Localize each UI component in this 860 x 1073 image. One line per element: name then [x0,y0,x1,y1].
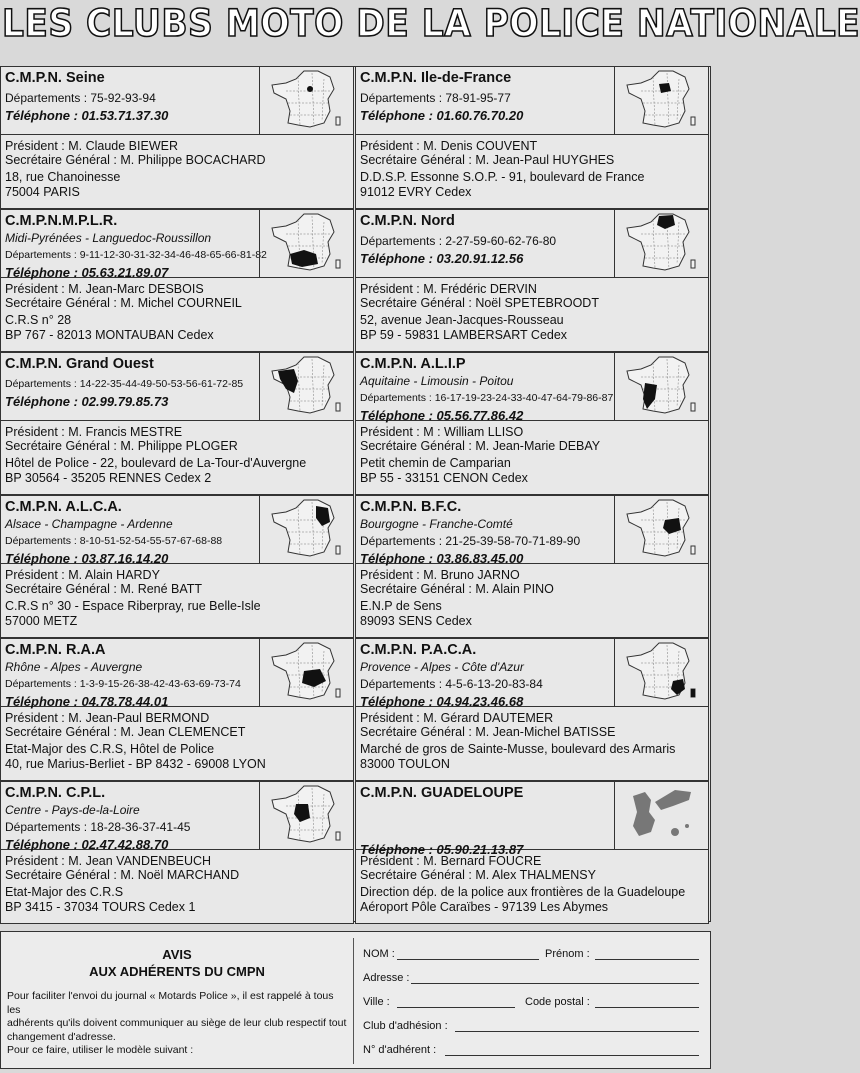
club-card [0,352,354,495]
club-secretary: Secrétaire Général : M. René BATT [5,582,203,597]
france-map-icon [260,782,354,849]
numero-label: N° d'adhérent : [363,1044,437,1056]
club-secretary: Secrétaire Général : M. Jean-Marie DEBAY [360,439,601,454]
france-map-icon [260,639,354,706]
france-map-icon [260,496,354,563]
nom-label: NOM : [363,948,395,960]
notice-title: AVIS [162,947,192,962]
prenom-label: Prénom : [545,948,590,960]
club-card [0,638,354,781]
france-map-icon [260,67,354,134]
region-map [259,353,353,420]
club-departments: Départements : 8-10-51-52-54-55-57-67-68-88 [5,535,223,547]
club-name: C.M.P.N. P.A.C.A. [360,642,477,658]
club-card [355,781,709,924]
club-departments: Départements : 75-92-93-94 [5,91,156,105]
club-contacts [5,711,349,771]
club-info [360,212,616,267]
region-map [614,639,708,706]
club-president: Président : M. Jean-Marc DESBOIS [5,282,204,296]
club-region: Midi-Pyrénées - Languedoc-Roussillon [5,231,212,245]
club-header [356,639,708,707]
form-row-club [363,1014,703,1038]
notice-line: Pour ce faire, utiliser le modèle suivant : [7,1044,194,1057]
notice-line: Pour faciliter l'envoi du journal « Motards Police », il est rappelé à tous les [7,990,334,1016]
club-card [0,495,354,638]
clubs-grid [0,66,711,922]
club-header [356,353,708,421]
numero-field[interactable] [445,1055,699,1056]
france-map-icon [260,353,354,420]
club-address-line1: Marché de gros de Sainte-Musse, boulevard des Armaris [360,742,676,757]
club-president: Président : M. Frédéric DERVIN [360,282,537,296]
prenom-field[interactable] [595,959,699,960]
guadeloupe-map-icon [615,782,709,849]
club-info [5,784,261,853]
club-name: C.M.P.N. R.A.A [5,642,106,658]
club-info [360,641,616,710]
club-departments: Départements : 78-91-95-77 [360,91,511,105]
club-address-line1: C.R.S n° 28 [5,313,72,328]
page-title: LES CLUBS MOTO DE LA POLICE NATIONALE [2,2,860,45]
club-phone: Téléphone : 02.99.79.85.73 [5,394,169,409]
club-contacts [5,425,349,485]
club-name: C.M.P.N. B.F.C. [360,499,462,515]
club-address-line1: Direction dép. de la police aux frontières de la Guadeloupe [360,885,686,900]
club-contacts [360,282,704,342]
club-contacts [360,425,704,485]
club-secretary: Secrétaire Général : M. Jean-Michel BATISSE [360,725,616,740]
region-map [614,782,708,849]
notice-divider [353,938,354,1064]
club-info [360,69,616,124]
club-president: Président : M. Denis COUVENT [360,139,538,153]
region-map [614,210,708,277]
club-departments: Départements : 2-27-59-60-62-76-80 [360,234,557,248]
club-name: C.M.P.N.M.P.L.R. [5,213,118,229]
club-address-line2: 83000 TOULON [360,756,450,771]
club-address-line2: BP 30564 - 35205 RENNES Cedex 2 [5,470,212,485]
club-phone: Téléphone : 01.53.71.37.30 [5,108,169,123]
club-departments: Départements : 21-25-39-58-70-71-89-90 [360,534,581,548]
region-map [614,67,708,134]
club-name: C.M.P.N. C.P.L. [5,785,106,801]
club-departments: Départements : 16-17-19-23-24-33-40-47-64-79-86-87 [360,392,614,404]
club-departments: Départements : 18-28-36-37-41-45 [5,820,191,834]
club-phone: Téléphone : 04.94.23.46.68 [360,694,524,709]
club-address-line1: Etat-Major des C.R.S [5,885,124,900]
club-name: C.M.P.N. Seine [5,70,105,86]
club-info [5,69,261,124]
address-change-form [363,942,703,1062]
club-card [355,352,709,495]
adresse-label: Adresse : [363,972,410,984]
club-address-line2: Aéroport Pôle Caraïbes - 97139 Les Abymes [360,899,609,914]
club-phone: Téléphone : 04.78.78.44.01 [5,694,169,709]
notice-text-block [7,946,347,1058]
club-secretary: Secrétaire Général : M. Alex THALMENSY [360,868,596,883]
club-card [355,209,709,352]
club-info [5,498,261,567]
form-row-ville [363,990,703,1014]
club-address-line1: Hôtel de Police - 22, boulevard de La-Tour-d'Auvergne [5,456,307,471]
club-departments: Départements : 9-11-12-30-31-32-34-46-48-65-66-81-82 [5,249,267,261]
club-president: Président : M. Jean-Paul BERMOND [5,711,210,725]
france-map-icon [260,210,354,277]
region-map [614,353,708,420]
france-map-icon [615,210,709,277]
ville-field[interactable] [397,1007,515,1008]
club-contacts [360,854,704,914]
club-contacts [360,711,704,771]
club-address-line2: BP 3415 - 37034 TOURS Cedex 1 [5,899,196,914]
region-map [259,782,353,849]
club-address-line1: 52, avenue Jean-Jacques-Rousseau [360,313,564,328]
club-name: C.M.P.N. Nord [360,213,455,229]
club-address-line2: BP 767 - 82013 MONTAUBAN Cedex [5,327,214,342]
club-card [355,495,709,638]
france-map-icon [615,353,709,420]
club-address-line2: 40, rue Marius-Berliet - BP 8432 - 69008 LYON [5,756,266,771]
club-phone: Téléphone : 02.47.42.88.70 [5,837,169,852]
club-secretary: Secrétaire Général : M. Alain PINO [360,582,554,597]
region-map [259,67,353,134]
club-region: Bourgogne - Franche-Comté [360,517,513,531]
club-card [355,638,709,781]
club-address-line2: 75004 PARIS [5,184,80,199]
club-info [360,498,616,567]
club-info [360,355,616,424]
club-secretary: Secrétaire Général : M. Jean-Paul HUYGHES [360,153,615,168]
club-region: Provence - Alpes - Côte d'Azur [360,660,524,674]
france-map-icon [615,639,709,706]
club-header [1,353,353,421]
adresse-field[interactable] [411,983,699,984]
club-info [5,355,261,410]
club-header [1,496,353,564]
club-contacts [360,139,704,199]
club-header [1,639,353,707]
club-president: Président : M. Claude BIEWER [5,139,178,153]
club-address-line2: 57000 METZ [5,613,78,628]
club-address-line1: Petit chemin de Camparian [360,456,511,471]
region-map [259,210,353,277]
club-header [356,67,708,135]
club-card [0,209,354,352]
club-address-line1: Etat-Major des C.R.S, Hôtel de Police [5,742,215,757]
club-address-line2: 89093 SENS Cedex [360,613,472,628]
club-departments: Départements : 14-22-35-44-49-50-53-56-61-72-85 [5,378,244,390]
club-president: Président : M. Bruno JARNO [360,568,520,582]
club-info [360,784,616,858]
nom-field[interactable] [397,959,539,960]
club-contacts [5,139,349,199]
club-label: Club d'adhésion : [363,1020,448,1032]
region-map [614,496,708,563]
club-name: C.M.P.N. GUADELOUPE [360,785,524,801]
club-secretary: Secrétaire Général : M. Jean CLEMENCET [5,725,246,740]
club-secretary: Secrétaire Général : Noël SPETEBROODT [360,296,599,311]
region-map [259,496,353,563]
club-header [356,496,708,564]
ville-label: Ville : [363,996,390,1008]
club-phone: Téléphone : 03.86.83.45.00 [360,551,524,566]
club-name: C.M.P.N. Ile-de-France [360,70,512,86]
code-postal-label: Code postal : [525,996,590,1008]
club-address-line1: D.D.S.P. Essonne S.O.P. - 91, boulevard de France [360,170,645,185]
club-secretary: Secrétaire Général : M. Michel COURNEIL [5,296,242,311]
club-region: Aquitaine - Limousin - Poitou [360,374,514,388]
club-info [5,212,267,281]
club-header [1,67,353,135]
france-map-icon [615,496,709,563]
form-row-nom [363,942,703,966]
club-field[interactable] [455,1031,699,1032]
club-header [356,782,708,857]
club-card [0,781,354,924]
notice-paragraph [7,990,347,1058]
notice-subtitle: AUX ADHÉRENTS DU CMPN [89,964,265,979]
france-map-icon [615,67,709,134]
club-phone: Téléphone : 03.87.16.14.20 [5,551,169,566]
code-postal-field[interactable] [595,1007,699,1008]
club-phone: Téléphone : 03.20.91.12.56 [360,251,524,266]
club-secretary: Secrétaire Général : M. Philippe PLOGER [5,439,238,454]
club-header [1,210,353,278]
club-region: Rhône - Alpes - Auvergne [5,660,143,674]
form-row-numero [363,1038,703,1062]
region-map [259,639,353,706]
notice-line: adhérents qu'ils doivent communiquer au siège de leur club respectif tout [7,1017,347,1030]
club-president: Président : M. Francis MESTRE [5,425,183,439]
club-contacts [5,854,349,914]
club-header [1,782,353,850]
club-name: C.M.P.N. Grand Ouest [5,356,154,372]
club-address-line2: 91012 EVRY Cedex [360,184,472,199]
club-departments: Départements : 1-3-9-15-26-38-42-43-63-69-73-74 [5,678,241,690]
club-contacts [5,282,349,342]
club-departments: Départements : 4-5-6-13-20-83-84 [360,677,543,691]
club-phone: Téléphone : 05.63.21.89.07 [5,265,169,280]
club-card [0,66,354,209]
club-president: Président : M. Bernard FOUCRE [360,854,542,868]
club-contacts [360,568,704,628]
club-phone: Téléphone : 05.90.21.13.87 [360,842,524,857]
club-secretary: Secrétaire Général : M. Noël MARCHAND [5,868,240,883]
notice-line: changement d'adresse. [7,1030,116,1043]
club-address-line2: BP 59 - 59831 LAMBERSART Cedex [360,327,568,342]
club-address-line1: E.N.P de Sens [360,599,442,614]
club-header [356,210,708,278]
club-address-line1: C.R.S n° 30 - Espace Riberpray, rue Belle-Isle [5,599,261,614]
club-phone: Téléphone : 05.56.77.86.42 [360,408,524,423]
club-president: Président : M. Alain HARDY [5,568,160,582]
club-address-line1: 18, rue Chanoinesse [5,170,121,185]
club-name: C.M.P.N. A.L.I.P [360,356,466,372]
club-region: Alsace - Champagne - Ardenne [5,517,173,531]
club-president: Président : M : William LLISO [360,425,524,439]
club-contacts [5,568,349,628]
form-row-adresse [363,966,703,990]
club-phone: Téléphone : 01.60.76.70.20 [360,108,524,123]
club-address-line2: BP 55 - 33151 CENON Cedex [360,470,528,485]
club-name: C.M.P.N. A.L.C.A. [5,499,122,515]
notice-panel [0,931,711,1069]
club-card [355,66,709,209]
club-info [5,641,261,710]
club-secretary: Secrétaire Général : M. Philippe BOCACHARD [5,153,266,168]
club-president: Président : M. Gérard DAUTEMER [360,711,554,725]
club-region: Centre - Pays-de-la-Loire [5,803,140,817]
club-president: Président : M. Jean VANDENBEUCH [5,854,212,868]
